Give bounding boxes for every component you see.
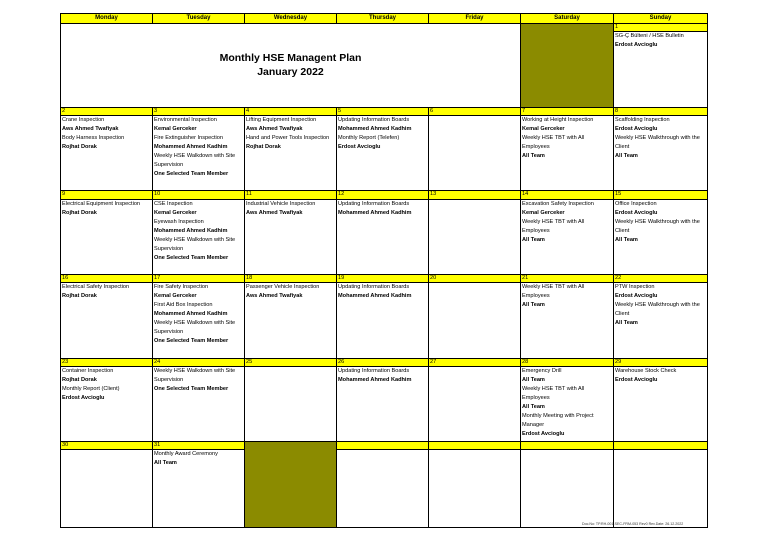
event-task: Emergency Drill xyxy=(522,367,562,374)
day-cell xyxy=(521,199,614,274)
day-cell xyxy=(614,450,708,528)
event-task: Weekly HSE Walkdown with Site Supervision xyxy=(154,367,236,383)
day-cell xyxy=(61,283,153,358)
day-number: 14 xyxy=(521,191,614,199)
day-number: 19 xyxy=(337,275,429,283)
event-assignee: Mohammed Ahmed Kadhim xyxy=(338,209,412,216)
events xyxy=(338,283,427,301)
event-assignee: One Selected Team Member xyxy=(154,338,229,345)
day-cell xyxy=(245,199,337,274)
event-assignee: All Team xyxy=(522,302,545,309)
event-task: Fire Extinguisher Inspection xyxy=(154,134,224,141)
event-task: Monthly Award Ceremony xyxy=(154,451,218,458)
events xyxy=(522,367,612,439)
day-cell xyxy=(337,366,429,441)
day-header-tuesday: Tuesday xyxy=(153,14,245,24)
day-number: 17 xyxy=(153,275,245,283)
event-assignee: All Team xyxy=(522,376,545,383)
day-number: 25 xyxy=(245,358,337,366)
event-assignee: All Team xyxy=(522,403,545,410)
events xyxy=(338,367,427,385)
day-cell xyxy=(61,199,153,274)
event-assignee: All Team xyxy=(615,320,638,327)
day-header-saturday: Saturday xyxy=(521,14,614,24)
event-task: First Aid Box Inspection xyxy=(154,302,213,309)
plan-title-block xyxy=(61,24,521,108)
day-number-empty xyxy=(337,442,429,450)
day-number: 12 xyxy=(337,191,429,199)
day-cell xyxy=(245,283,337,358)
day-number: 30 xyxy=(61,442,153,450)
day-cell xyxy=(61,450,153,528)
day-number: 8 xyxy=(614,107,708,115)
event-assignee: Erdost Avcioglu xyxy=(615,209,658,216)
events xyxy=(62,283,151,301)
day-cell xyxy=(61,115,153,190)
day-number: 4 xyxy=(245,107,337,115)
day-cell xyxy=(614,115,708,190)
day-cell xyxy=(153,283,245,358)
events xyxy=(154,367,243,394)
plan-title: Monthly HSE Managent Plan xyxy=(219,52,362,65)
event-assignee: Kemal Gerceker xyxy=(154,209,197,216)
event-assignee: Rojhat Dorak xyxy=(62,376,97,383)
day-cell xyxy=(521,283,614,358)
event-task: Weekly HSE Walkdown with Site Supervision xyxy=(154,152,236,168)
day-header-wednesday: Wednesday xyxy=(245,14,337,24)
event-assignee: Erdost Avcioglu xyxy=(522,430,565,437)
event-task: SG-Ç Bülteni / HSE Bulletin xyxy=(615,33,684,40)
event-task: Container Inspection xyxy=(62,367,114,374)
event-assignee: All Team xyxy=(154,460,177,467)
day-cell xyxy=(337,283,429,358)
day-cell xyxy=(153,450,245,528)
day-number: 31 xyxy=(153,442,245,450)
event-assignee: Kemal Gerceker xyxy=(522,209,565,216)
day-header-thursday: Thursday xyxy=(337,14,429,24)
day-cell xyxy=(614,366,708,441)
event-task: Eyewash Inspection xyxy=(154,218,204,225)
event-task: Hand and Power Tools Inspection xyxy=(246,134,330,141)
event-task: Monthly Report (Client) xyxy=(62,385,120,392)
day-cell xyxy=(429,450,521,528)
events xyxy=(338,200,427,218)
events xyxy=(246,116,335,152)
event-task: Updating Information Boards xyxy=(338,116,410,123)
event-assignee: Aws Ahmed Twafiyak xyxy=(246,125,303,132)
event-assignee: All Team xyxy=(615,236,638,243)
event-assignee: All Team xyxy=(615,152,638,159)
day-cell xyxy=(614,199,708,274)
event-assignee: Rojhat Dorak xyxy=(62,293,97,300)
event-task: Lifting Equipment Inspection xyxy=(246,116,317,123)
day-number: 26 xyxy=(337,358,429,366)
events xyxy=(154,200,243,263)
event-task: Weekly HSE Walkthrough with the Client xyxy=(615,302,700,318)
day-cell xyxy=(245,115,337,190)
events xyxy=(615,32,706,50)
day-number: 2 xyxy=(61,107,153,115)
day-cell xyxy=(614,283,708,358)
day-cell xyxy=(153,115,245,190)
day-number: 9 xyxy=(61,191,153,199)
day-cell xyxy=(429,283,521,358)
event-assignee: Mohammed Ahmed Kadhim xyxy=(154,311,228,318)
day-cell xyxy=(245,366,337,441)
event-task: Monthly Meeting with Project Manager xyxy=(522,412,594,428)
events xyxy=(246,200,335,218)
day-number-empty xyxy=(614,442,708,450)
event-assignee: One Selected Team Member xyxy=(154,170,229,177)
event-task: Electrical Safety Inspection xyxy=(62,284,130,291)
event-task: Updating Information Boards xyxy=(338,367,410,374)
event-task: Weekly HSE Walkthrough with the Client xyxy=(615,218,700,234)
events xyxy=(615,200,706,245)
day-cell xyxy=(614,32,708,107)
event-assignee: One Selected Team Member xyxy=(154,385,229,392)
event-task: Weekly HSE TBT with All Employees xyxy=(522,284,585,300)
day-number: 3 xyxy=(153,107,245,115)
event-assignee: Mohammed Ahmed Kadhim xyxy=(338,125,412,132)
event-task: Updating Information Boards xyxy=(338,284,410,291)
event-assignee: Erdost Avcioglu xyxy=(615,42,658,49)
events xyxy=(154,116,243,179)
event-assignee: Kemal Gerceker xyxy=(154,125,197,132)
event-task: Working at Height Inspection xyxy=(522,116,594,123)
day-number: 20 xyxy=(429,275,521,283)
event-task: Fire Safety Inspection xyxy=(154,284,209,291)
event-assignee: Aws Ahmed Twafiyak xyxy=(246,293,303,300)
events xyxy=(62,200,151,218)
event-task: PTW Inspection xyxy=(615,284,655,291)
event-assignee: One Selected Team Member xyxy=(154,254,229,261)
event-assignee: Erdost Avcioglu xyxy=(615,293,658,300)
event-task: Office Inspection xyxy=(615,200,657,207)
day-number-empty xyxy=(521,442,614,450)
event-assignee: All Team xyxy=(522,152,545,159)
calendar-table xyxy=(60,13,708,528)
event-assignee: Erdost Avcioglu xyxy=(615,125,658,132)
event-assignee: Erdost Avcioglu xyxy=(615,376,658,383)
event-assignee: Aws Ahmed Twafiyak xyxy=(246,209,303,216)
event-assignee: Kemal Gerceker xyxy=(522,125,565,132)
events xyxy=(522,116,612,161)
event-task: Weekly HSE Walkdown with Site Supervision xyxy=(154,320,236,336)
event-assignee: Rojhat Dorak xyxy=(246,143,281,150)
event-task: Industrial Vehicle Inspection xyxy=(246,200,316,207)
day-cell xyxy=(429,366,521,441)
day-number: 27 xyxy=(429,358,521,366)
event-assignee: Rojhat Dorak xyxy=(62,143,97,150)
day-number-empty xyxy=(429,442,521,450)
event-task: Weekly HSE Walkthrough with the Client xyxy=(615,134,700,150)
events xyxy=(62,367,151,403)
events xyxy=(246,283,335,301)
event-assignee: Kemal Gerceker xyxy=(154,293,197,300)
day-cell xyxy=(521,450,614,528)
events xyxy=(615,116,706,161)
day-number: 18 xyxy=(245,275,337,283)
event-task: Warehouse Stock Check xyxy=(615,367,677,374)
event-assignee: Erdost Avcioglu xyxy=(62,394,105,401)
day-cell xyxy=(337,115,429,190)
day-number: 6 xyxy=(429,107,521,115)
day-cell xyxy=(429,115,521,190)
event-task: Weekly HSE TBT with All Employees xyxy=(522,134,585,150)
day-cell xyxy=(429,199,521,274)
day-number: 5 xyxy=(337,107,429,115)
day-number: 13 xyxy=(429,191,521,199)
event-task: Weekly HSE Walkdown with Site Supervision xyxy=(154,236,236,252)
events xyxy=(62,116,151,152)
day-cell xyxy=(61,366,153,441)
event-task: Weekly HSE TBT with All Employees xyxy=(522,218,585,234)
day-cell xyxy=(337,199,429,274)
event-task: Passenger Vehicle Inspection xyxy=(246,284,320,291)
event-task: Monthly Report (Telefen) xyxy=(338,134,400,141)
event-assignee: Mohammed Ahmed Kadhim xyxy=(154,227,228,234)
event-task: CSE Inspection xyxy=(154,200,193,207)
event-task: Scaffolding Inspection xyxy=(615,116,670,123)
shaded-cell xyxy=(245,442,337,528)
events xyxy=(338,116,427,152)
event-task: Electrical Equipment Inspection xyxy=(62,200,141,207)
events xyxy=(522,200,612,245)
day-number: 22 xyxy=(614,275,708,283)
day-header-monday: Monday xyxy=(61,14,153,24)
day-number: 15 xyxy=(614,191,708,199)
day-number: 11 xyxy=(245,191,337,199)
event-assignee: Mohammed Ahmed Kadhim xyxy=(338,293,412,300)
event-assignee: All Team xyxy=(522,236,545,243)
day-number: 16 xyxy=(61,275,153,283)
event-assignee: Mohammed Ahmed Kadhim xyxy=(154,143,228,150)
day-number: 28 xyxy=(521,358,614,366)
events xyxy=(615,367,706,385)
day-cell xyxy=(521,115,614,190)
day-number: 10 xyxy=(153,191,245,199)
events xyxy=(154,450,243,468)
day-number: 24 xyxy=(153,358,245,366)
day-number: 1 xyxy=(614,24,708,32)
day-cell xyxy=(521,366,614,441)
day-number: 21 xyxy=(521,275,614,283)
plan-subtitle: January 2022 xyxy=(257,66,324,79)
day-header-row xyxy=(61,14,708,24)
shaded-cell xyxy=(521,24,614,108)
day-number: 23 xyxy=(61,358,153,366)
event-assignee: Mohammed Ahmed Kadhim xyxy=(338,376,412,383)
events xyxy=(154,283,243,346)
day-cell xyxy=(153,199,245,274)
event-assignee: Rojhat Dorak xyxy=(62,209,97,216)
event-assignee: Erdost Avcioglu xyxy=(338,143,381,150)
events xyxy=(522,283,612,310)
day-header-friday: Friday xyxy=(429,14,521,24)
event-task: Weekly HSE TBT with All Employees xyxy=(522,385,585,401)
day-cell xyxy=(337,450,429,528)
day-header-sunday: Sunday xyxy=(614,14,708,24)
document-footer: Doc.No: TP.RH-001-SEC-FRM-053 Rev0 Rev.Date: 26.12.2022 xyxy=(582,522,684,526)
day-number: 7 xyxy=(521,107,614,115)
event-task: Crane Inspection xyxy=(62,116,105,123)
events xyxy=(615,283,706,328)
event-task: Excavation Safety Inspection xyxy=(522,200,594,207)
event-task: Body Harness Inspection xyxy=(62,134,125,141)
event-assignee: Aws Ahmed Twafiyak xyxy=(62,125,119,132)
event-task: Updating Information Boards xyxy=(338,200,410,207)
day-cell xyxy=(153,366,245,441)
event-task: Environmental Inspection xyxy=(154,116,217,123)
day-number: 29 xyxy=(614,358,708,366)
